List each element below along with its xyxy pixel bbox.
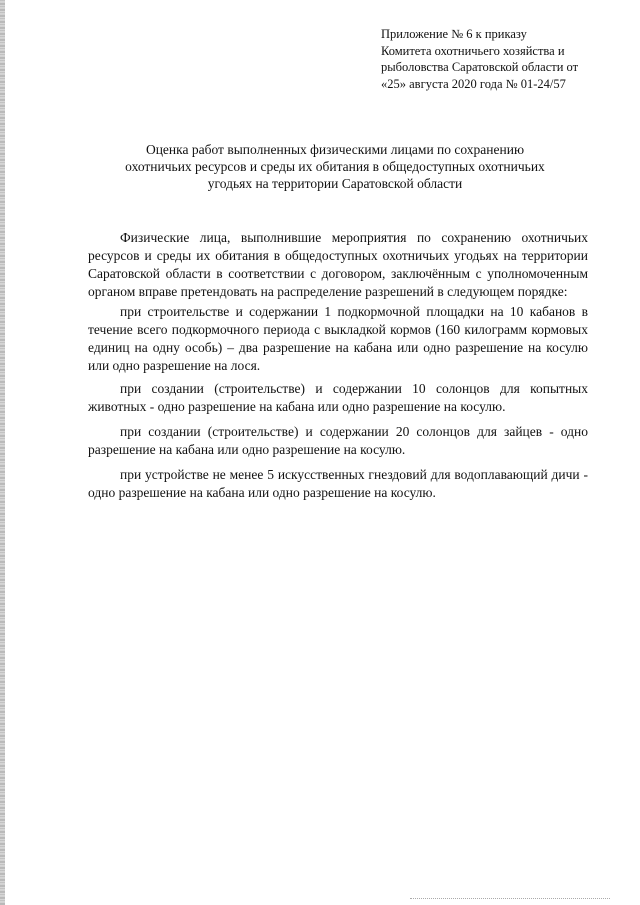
scan-edge-artifact	[0, 0, 5, 905]
intro-paragraph: Физические лица, выполнившие мероприятия по сохранению охотничьих ресурсов и среды их обитания в общедоступных охотничьих угодьях на территории Саратовской области в соответствии с договором, заключённым с уполномоченным органом вправе претендовать на распределение разрешений в следующем порядке:	[88, 230, 588, 299]
paragraph-item: при строительстве и содержании 1 подкормочной площадки на 10 кабанов в течение всего подкормочного периода с выкладкой кормов (160 килограмм кормовых единиц на одну особь) – два разрешение на кабана или одно разрешение на косулю или одно разрешение на лося.	[88, 304, 588, 373]
document-body	[88, 229, 588, 509]
paragraph-item: при создании (строительстве) и содержании 10 солонцов для копытных животных - одно разрешение на кабана или одно разрешение на косулю.	[88, 381, 588, 414]
appendix-line: «25» августа 2020 года № 01-24/57	[381, 76, 566, 91]
scan-bottom-artifact	[410, 896, 610, 899]
paragraph-item: при создании (строительстве) и содержании 20 солонцов для зайцев - одно разрешение на кабана или одно разрешение на косулю.	[88, 424, 588, 457]
title-line: угодьях на территории Саратовской области	[207, 176, 463, 191]
appendix-line: рыболовства Саратовской области от	[381, 60, 579, 74]
appendix-reference	[381, 26, 621, 92]
appendix-line: Комитета охотничьего хозяйства и	[381, 43, 565, 58]
document-title	[80, 141, 590, 192]
paragraph-item: при устройстве не менее 5 искусственных гнездовий для водоплавающий дичи - одно разрешение на кабана или одно разрешение на косулю.	[88, 467, 588, 500]
appendix-line: Приложение № 6 к приказу	[381, 27, 527, 41]
title-line: охотничьих ресурсов и среды их обитания в общедоступных охотничьих	[125, 159, 545, 174]
title-line: Оценка работ выполненных физическими лицами по сохранению	[145, 142, 525, 157]
